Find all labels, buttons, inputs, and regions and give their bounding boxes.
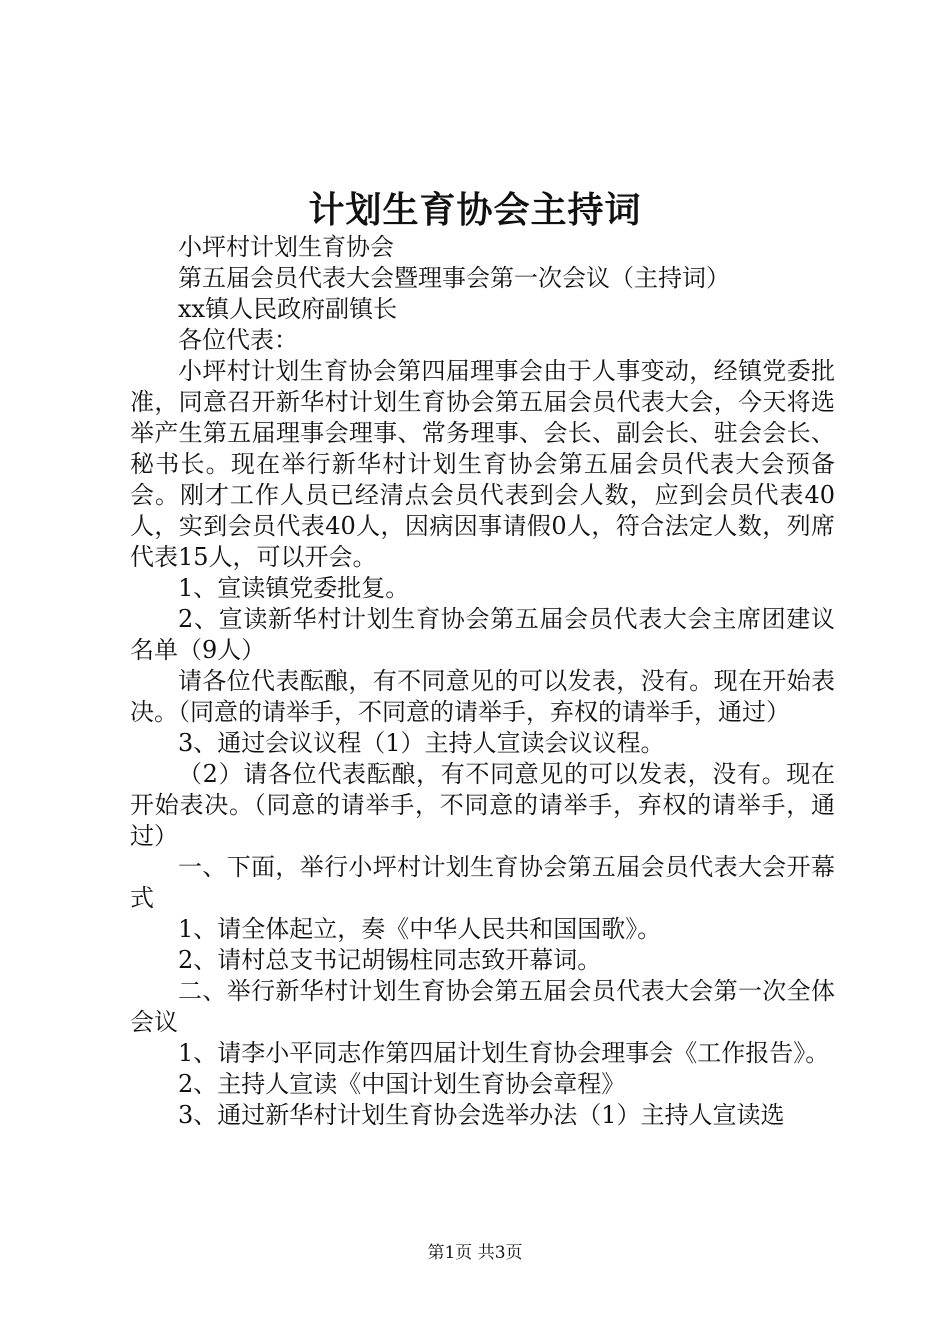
body-paragraph: （2）请各位代表酝酿，有不同意见的可以发表，没有。现在开始表决。（同意的请举手，不同意的请举手，弃权的请举手，通过） [130, 760, 835, 850]
body-paragraph: 3、通过新华村计划生育协会选举办法（1）主持人宣读选 [178, 1101, 785, 1129]
body-paragraph: 请各位代表酝酿，有不同意见的可以发表，没有。现在开始表决。（同意的请举手，不同意的请举手，弃权的请举手，通过） [130, 667, 835, 726]
page-footer: 第1页 共3页 [427, 1243, 523, 1263]
body-paragraph: 小坪村计划生育协会第四届理事会由于人事变动，经镇党委批准，同意召开新华村计划生育协会第五届会员代表大会，今天将选举产生第五届理事会理事、常务理事、会长、副会长、驻会会长、秘书长。现在举行新华村计划生育协会第五届会员代表大会预备会。刚才工作人员已经清点会员代表到会人数，应到会员代表40人，实到会员代表40人，因病因事请假0人，符合法定人数，列席代表15人，可以开会。 [130, 357, 835, 571]
body-paragraph: 2、请村总支书记胡锡柱同志致开幕词。 [178, 946, 602, 974]
body-paragraph: 小坪村计划生育协会 [178, 233, 394, 261]
body-paragraph: 各位代表： [178, 326, 298, 354]
body-paragraph: 1、宣读镇党委批复。 [178, 574, 410, 602]
document-title: 计划生育协会主持词 [308, 189, 642, 231]
body-paragraph: 1、请李小平同志作第四届计划生育协会理事会《工作报告》。 [178, 1039, 830, 1067]
body-paragraph: 3、通过会议议程（1）主持人宣读会议议程。 [178, 729, 665, 757]
body-paragraph: 一、下面，举行小坪村计划生育协会第五届会员代表大会开幕式 [130, 853, 835, 912]
body-paragraph: 二、举行新华村计划生育协会第五届会员代表大会第一次全体会议 [130, 977, 835, 1036]
body-paragraph: 2、宣读新华村计划生育协会第五届会员代表大会主席团建议名单（9人） [130, 605, 835, 664]
body-paragraph: 第五届会员代表大会暨理事会第一次会议（主持词） [178, 264, 730, 292]
body-paragraph: 2、主持人宣读《中国计划生育协会章程》 [178, 1070, 626, 1098]
document-body [130, 232, 835, 1131]
body-paragraph: xx镇人民政府副镇长 [178, 295, 398, 323]
body-paragraph: 1、请全体起立，奏《中华人民共和国国歌》。 [178, 915, 662, 943]
